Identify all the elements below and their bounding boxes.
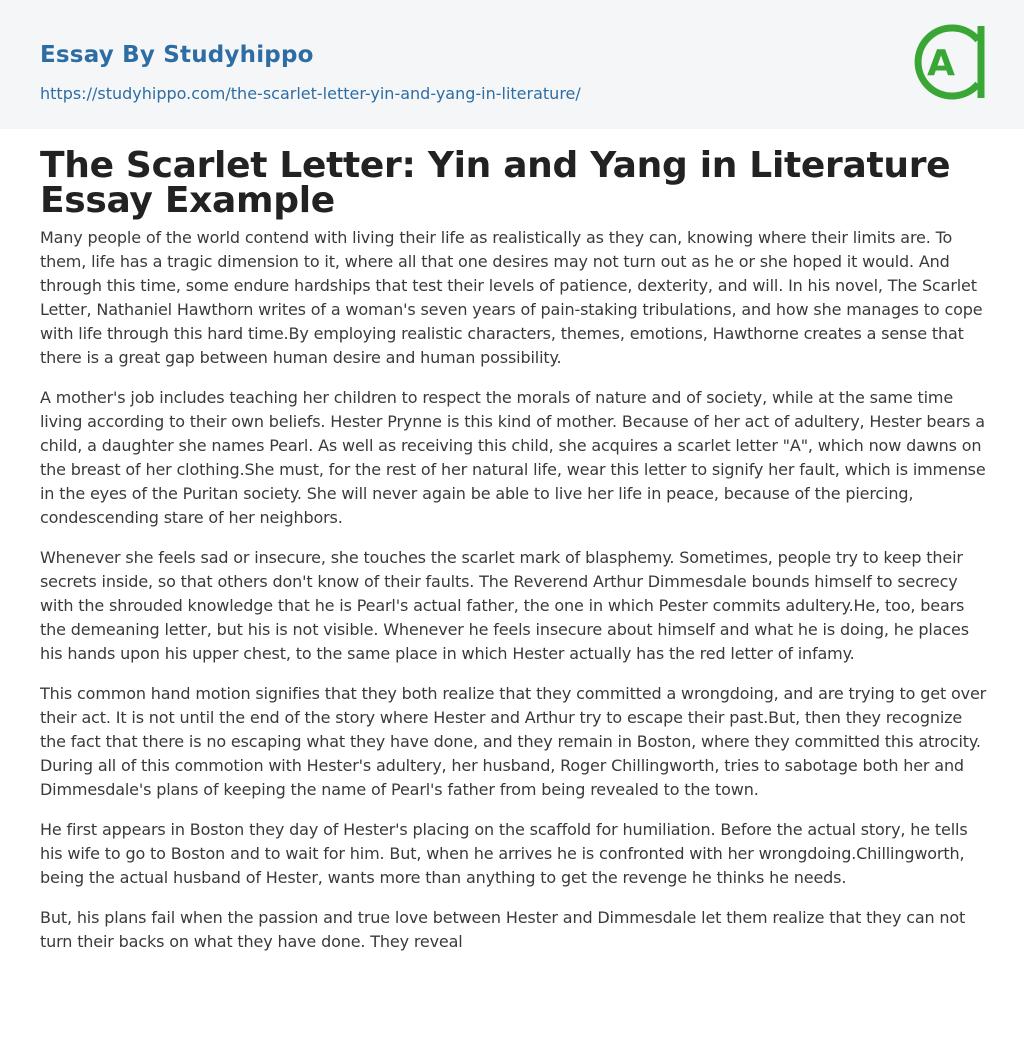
paragraph: He first appears in Boston they day of Hester's placing on the scaffold for humiliation. Before the actual story, he tells his wife to go to Boston and to wait for him. But, when he arrives he is confronted with her wrongdoing.Chillingworth, being the actual husband of Hester, wants more than anything to get the revenge he thinks he needs.: [40, 820, 968, 887]
page-title: The Scarlet Letter: Yin and Yang in Literature Essay Example: [40, 145, 951, 221]
paragraph: This common hand motion signifies that they both realize that they committed a wrongdoing, and are trying to get over their act. It is not until the end of the story where Hester and Arthur try to escape their past.But, then they recognize the fact that there is no escaping what they have done, and they remain in Boston, where they committed this atrocity. During all of this commotion with Hester's adultery, her husband, Roger Chillingworth, tries to sabotage both her and Dimmesdale's plans of keeping the name of Pearl's father from being revealed to the town.: [40, 684, 987, 799]
site-name[interactable]: Essay By Studyhippo: [40, 42, 314, 68]
essay-url-link[interactable]: https://studyhippo.com/the-scarlet-letter-yin-and-yang-in-literature/: [40, 84, 581, 103]
paragraph: But, his plans fail when the passion and true love between Hester and Dimmesdale let them realize that they can not turn their backs on what they have done. They reveal: [40, 908, 966, 951]
studyhippo-logo-icon[interactable]: [910, 18, 988, 106]
paragraph: A mother's job includes teaching her children to respect the morals of nature and of society, while at the same time living according to their own beliefs. Hester Prynne is this kind of mother. Because of her act of adultery, Hester bears a child, a daughter she names Pearl. As well as receiving this child, she acquires a scarlet letter "A", which now dawns on the breast of her clothing.She must, for the rest of her natural life, wear this letter to signify her fault, which is immense in the eyes of the Puritan society. She will never again be able to live her life in peace, because of the piercing, condescending stare of her neighbors.: [40, 388, 986, 527]
paragraph: Many people of the world contend with living their life as realistically as they can, knowing where their limits are. To them, life has a tragic dimension to it, where all that one desires may not turn out as he or she hoped it would. And through this time, some endure hardships that test their levels of patience, dexterity, and will. In his novel, The Scarlet Letter, Nathaniel Hawthorn writes of a woman's seven years of pain-staking tribulations, and how she manages to cope with life through this hard time.By employing realistic characters, themes, emotions, Hawthorne creates a sense that there is a great gap between human desire and human possibility.: [40, 228, 983, 367]
site-header: [0, 0, 1024, 129]
article: [40, 145, 988, 970]
logo-letter: A: [927, 43, 955, 84]
paragraph: Whenever she feels sad or insecure, she touches the scarlet mark of blasphemy. Sometimes, people try to keep their secrets inside, so that others don't know of their faults. The Reverend Arthur Dimmesdale bounds himself to secrecy with the shrouded knowledge that he is Pearl's actual father, the one in which Pester commits adultery.He, too, bears the demeaning letter, but his is not visible. Whenever he feels insecure about himself and what he is doing, he places his hands upon his upper chest, to the same place in which Hester actually has the red letter of infamy.: [40, 548, 969, 663]
